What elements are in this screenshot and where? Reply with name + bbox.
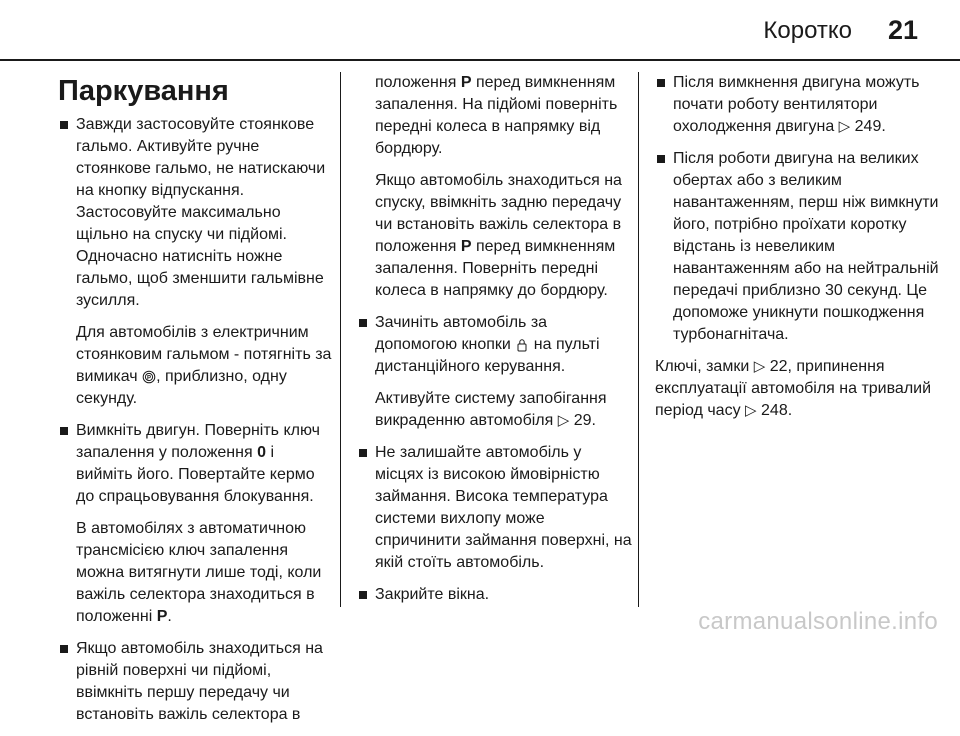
paragraph: положення P перед вимкненням запалення. На підйомі поверніть передні колеса в напрямку від бордюру. [375, 74, 618, 157]
paragraph: Ключі, замки ▷ 22, припинення експлуатації автомобіля на тривалий період часу ▷ 248. [655, 358, 932, 419]
list-item [58, 420, 334, 628]
header-rule [0, 59, 960, 61]
bullet-icon [60, 645, 68, 653]
paragraph: Не залишайте автомобіль у місцях із високою ймовірністю займання. Висока температура системи вихлопу може спричинити займання поверхні, на якій стоїть автомобіль. [375, 444, 632, 571]
list-item [58, 638, 334, 726]
column-divider [638, 72, 639, 607]
list-item [655, 148, 941, 346]
column-2 [357, 72, 633, 616]
bullet-icon [359, 449, 367, 457]
paragraph: Завжди застосовуйте стоянкове гальмо. Активуйте ручне стоянкове гальмо, не натискаючи на кнопку відпускання. Застосовуйте максимально щільно на спуску чи підйомі. Одночасно натисніть ножне гальмо, щоб зменшити гальмівне зусилля. [76, 116, 326, 309]
bullet-icon [60, 427, 68, 435]
continued-paragraph [357, 72, 633, 302]
paragraph: Якщо автомобіль знаходиться на спуску, ввімкніть задню передачу чи встановіть важіль селектора в положення P перед вимкненням запалення. Поверніть передні колеса в напрямку до бордюру. [375, 172, 622, 299]
page-reference[interactable]: 249 [854, 118, 882, 135]
section-title: Паркування [58, 75, 229, 107]
paragraph: Закрийте вікна. [375, 586, 490, 603]
paragraph: Для автомобілів з електричним стоянковим гальмом - потягніть за вимикач P , приблизно, одну секунду. [76, 324, 332, 407]
svg-text:P: P [147, 375, 152, 382]
remote-lock-button-icon [515, 338, 529, 352]
cross-reference-icon: ▷ [753, 358, 766, 375]
header-title: Коротко [763, 17, 852, 44]
paragraph: Активуйте систему запобігання викраденню автомобіля ▷ 29. [375, 390, 607, 429]
list-item [357, 442, 633, 574]
bullet-icon [657, 79, 665, 87]
paragraph: Після роботи двигуна на великих обертах або з великим навантаженням, перш ніж вимкнути його, потрібно проїхати коротку відстань із невеликим навантаженням або на нейтральній передачі приблизно 30 секунд. Це допоможе уникнути пошкодження турбонагнітача. [673, 150, 939, 343]
page-reference[interactable]: 248 [761, 402, 788, 419]
list-item [58, 114, 334, 410]
page-number: 21 [887, 15, 918, 45]
cross-reference-icon: ▷ [838, 118, 851, 135]
page-reference[interactable]: 22 [769, 358, 788, 375]
paragraph: Зачиніть автомобіль за допомогою кнопки на пульті дистанційного керування. [375, 314, 600, 375]
paragraph: В автомобілях з автоматичною трансмісією ключ запалення можна витягнути лише тоді, коли важіль селектора знаходиться в положенні P. [76, 520, 322, 625]
paragraph: Якщо автомобіль знаходиться на рівній поверхні чи підйомі, ввімкніть першу передачу чи встановіть важіль селектора в [76, 640, 323, 723]
parking-brake-switch-icon [142, 370, 156, 384]
paragraph: Після вимкнення двигуна можуть почати роботу вентилятори охолодження двигуна ▷ 249. [673, 74, 920, 135]
list-item [357, 312, 633, 432]
page-header [0, 0, 960, 60]
column-divider [340, 72, 341, 607]
column-3 [655, 72, 941, 422]
list-item [357, 584, 633, 606]
cross-reference-icon: ▷ [745, 402, 757, 419]
watermark: carmanualsonline.info [698, 608, 938, 635]
bullet-icon [359, 319, 367, 327]
bullet-icon [60, 121, 68, 129]
bullet-icon [657, 155, 665, 163]
cross-reference-icon: ▷ [557, 412, 570, 429]
page-reference[interactable]: 29 [573, 412, 592, 429]
paragraph: Вимкніть двигун. Поверніть ключ запалення у положення 0 і вийміть його. Повертайте кермо до спрацьовування блокування. [76, 422, 320, 505]
bullet-icon [359, 591, 367, 599]
list-item [655, 72, 941, 138]
column-1 [58, 62, 334, 736]
